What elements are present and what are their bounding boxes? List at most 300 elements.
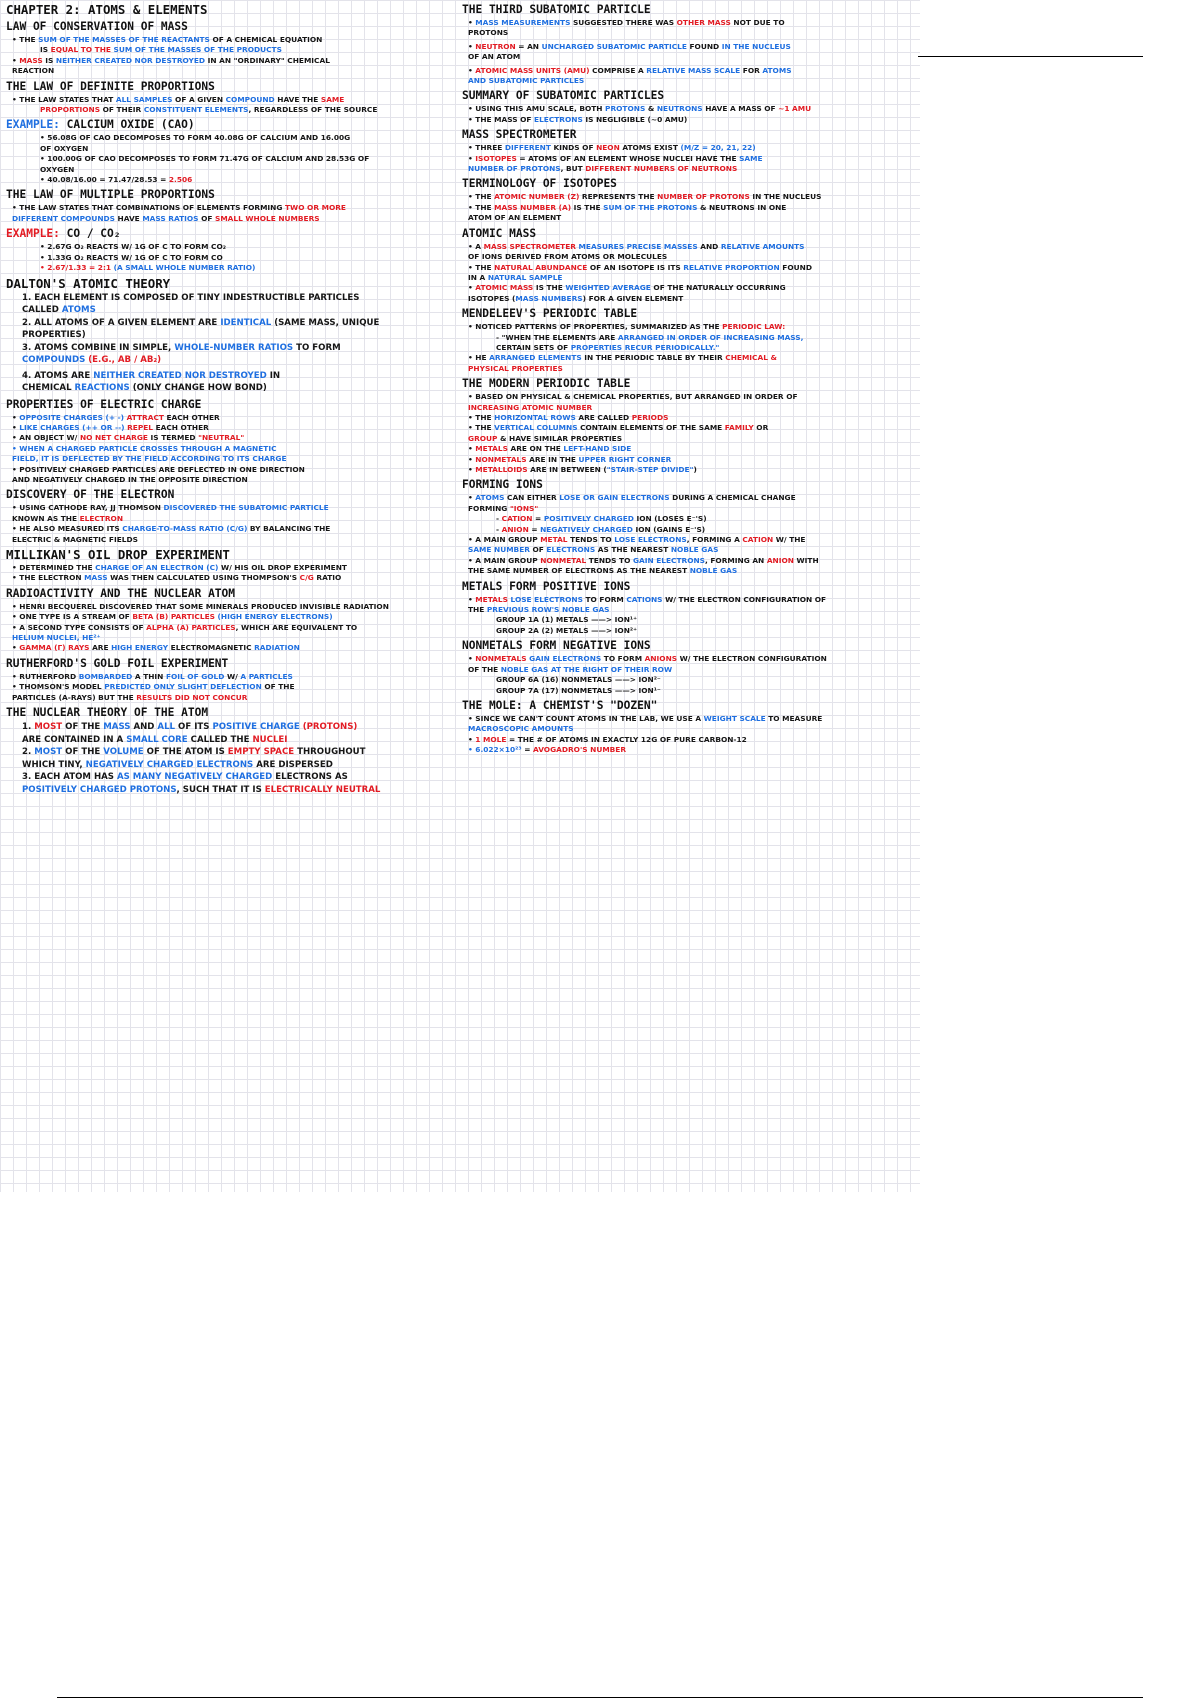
note-line <box>6 203 456 213</box>
note-line <box>6 242 456 252</box>
note-line <box>462 283 914 293</box>
note-text: OXYGEN <box>40 164 75 174</box>
note-text: • <box>468 65 476 75</box>
note-text: THE <box>468 605 487 615</box>
note-text: DURING A CHEMICAL CHANGE <box>669 493 796 503</box>
note-text: • 56.08G OF CAO DECOMPOSES TO FORM 40.08G OF CALCIUM AND 16.00G <box>40 133 351 143</box>
highlight-blue: NEGATIVELY CHARGED ELECTRONS <box>85 759 254 770</box>
highlight-red: ANIONS <box>644 654 678 664</box>
note-text: 1. <box>22 722 35 733</box>
highlight-red: SMALL WHOLE NUMBERS <box>215 213 320 223</box>
note-text: , FORMING A <box>686 535 743 545</box>
note-text: GROUP 2A (2) METALS ——> ION²⁺ <box>496 625 638 635</box>
note-line <box>6 514 456 524</box>
note-text: ISOTOPES ( <box>468 293 516 303</box>
note-text: W/ THE <box>773 535 806 545</box>
note-text: • <box>12 643 20 653</box>
highlight-red: 2.506 <box>168 175 193 185</box>
highlight-red: DIFFERENT NUMBERS OF NEUTRONS <box>585 164 738 174</box>
note-text: OF AN ISOTOPE IS ITS <box>587 262 684 272</box>
note-line <box>6 263 456 273</box>
note-line <box>6 524 456 534</box>
note-text: • A MAIN GROUP <box>468 535 541 545</box>
note-text: ) FOR A GIVEN ELEMENT <box>582 293 684 303</box>
note-line <box>462 104 914 114</box>
note-text: CALLED <box>22 305 62 315</box>
highlight-red: OTHER MASS <box>676 18 731 27</box>
highlight-red: METALS <box>475 444 508 454</box>
highlight-blue: VOLUME <box>103 747 144 758</box>
note-text: PROTONS <box>468 28 509 38</box>
note-text: OF AN ATOM <box>468 52 521 62</box>
note-line <box>6 133 456 143</box>
highlight-blue: EXAMPLE: <box>6 118 60 132</box>
note-text: = <box>528 524 541 534</box>
note-text: W/ THE ELECTRON CONFIGURATION <box>677 654 827 664</box>
highlight-red: ISOTOPES <box>475 153 517 163</box>
note-text: GROUP 7A (17) NONMETALS ——> ION¹⁻ <box>496 685 661 695</box>
section-heading: THE NUCLEAR THEORY OF THE ATOM <box>6 706 209 720</box>
highlight-blue: PREVIOUS ROW'S NOBLE GAS <box>486 605 610 615</box>
note-line <box>462 192 914 202</box>
note-line <box>462 626 914 636</box>
note-text: FOUND <box>779 262 812 272</box>
note-line <box>462 566 914 576</box>
note-text: OF A CHEMICAL EQUATION <box>209 35 323 44</box>
note-text: IN <box>266 370 281 381</box>
note-text: RATIO <box>313 573 342 583</box>
note-line <box>6 771 456 784</box>
highlight-red: PERIODS <box>631 412 669 422</box>
note-text: CAN EITHER <box>504 493 560 503</box>
note-line <box>6 721 456 734</box>
highlight-blue: SUM OF THE MASSES OF THE PRODUCTS <box>113 45 282 55</box>
highlight-blue: CHARGE-TO-MASS RATIO (C/G) <box>122 524 248 534</box>
note-line <box>462 353 914 363</box>
note-text: • HE <box>468 353 490 363</box>
highlight-red: MOST <box>34 722 63 733</box>
note-line <box>6 45 456 55</box>
note-text: & <box>645 104 657 114</box>
note-line <box>6 612 456 622</box>
note-text: • THE LAW STATES THAT COMBINATIONS OF ELEMENTS FORMING <box>12 203 285 213</box>
note-text: • BASED ON PHYSICAL & CHEMICAL PROPERTIES, BUT ARRANGED IN ORDER OF <box>468 392 798 402</box>
note-line <box>6 56 456 66</box>
note-line <box>462 52 914 62</box>
section-heading: ATOMIC MASS <box>462 226 537 240</box>
note-line <box>462 364 914 374</box>
highlight-blue: CHARGE OF AN ELECTRON (C) <box>95 562 219 572</box>
highlight-blue: COMPOUNDS <box>22 355 86 365</box>
note-line <box>6 214 456 224</box>
highlight-red: GAMMA (Γ) RAYS <box>19 643 90 653</box>
note-line <box>462 42 914 52</box>
highlight-red: METALLOIDS <box>475 465 528 474</box>
highlight-red: ELECTRON <box>79 513 124 523</box>
section-heading: MENDELEEV'S PERIODIC TABLE <box>462 307 638 321</box>
highlight-red: CHEMICAL & <box>725 353 777 363</box>
highlight-red: NO NET CHARGE <box>79 433 148 443</box>
note-text: • A <box>468 241 484 251</box>
note-line <box>462 444 914 454</box>
note-text: 3. EACH ATOM HAS <box>22 772 117 783</box>
highlight-red: FAMILY <box>724 423 754 433</box>
highlight-red: ANION <box>501 524 529 534</box>
section-heading: THE LAW OF DEFINITE PROPORTIONS <box>6 79 215 93</box>
note-text: OF THE <box>468 664 501 674</box>
highlight-blue: NOBLE GAS AT THE RIGHT OF THEIR ROW <box>500 664 673 674</box>
note-text: HAVE <box>114 213 143 223</box>
note-text: • <box>468 18 476 27</box>
highlight-blue: NEUTRONS <box>656 104 703 114</box>
highlight-blue: ALL SAMPLES <box>115 94 173 104</box>
highlight-blue: NEITHER CREATED NOR DESTROYED <box>93 370 267 381</box>
highlight-red: TWO OR MORE <box>285 203 346 213</box>
note-text: WAS THEN CALCULATED USING THOMPSON'S <box>107 573 300 583</box>
note-line <box>462 333 914 343</box>
section-heading: THE LAW OF MULTIPLE PROPORTIONS <box>6 188 215 202</box>
highlight-blue: PROPERTIES RECUR PERIODICALLY." <box>570 342 720 352</box>
note-text: OF THE <box>62 747 104 758</box>
note-text: ION (LOSES E⁻'S) <box>633 514 707 524</box>
note-text: EACH OTHER <box>163 412 220 422</box>
note-text: ION (GAINS E⁻'S) <box>632 524 706 534</box>
highlight-red: ELECTRICALLY NEUTRAL <box>264 784 381 795</box>
highlight-red: INCREASING ATOMIC NUMBER <box>468 402 593 412</box>
note-line <box>462 556 914 566</box>
note-text: • 1.33G O₂ REACTS W/ 1G OF C TO FORM CO <box>40 252 223 262</box>
note-text: CERTAIN SETS OF <box>496 342 571 352</box>
page-title: CHAPTER 2: ATOMS & ELEMENTS <box>6 2 208 17</box>
note-text: ELECTRIC & MAGNETIC FIELDS <box>12 534 138 544</box>
highlight-blue: LEFT-HAND SIDE <box>563 444 632 454</box>
highlight-red: MASS <box>19 55 43 65</box>
highlight-blue: POSITIVE CHARGE <box>212 722 300 733</box>
note-line <box>462 745 914 755</box>
note-text: AND NEGATIVELY CHARGED IN THE OPPOSITE DIRECTION <box>12 474 248 484</box>
highlight-red: AVOGADRO'S NUMBER <box>532 745 627 755</box>
highlight-blue: ALL <box>157 722 176 733</box>
note-text: • <box>468 41 476 51</box>
note-text: HAVE A MASS OF <box>702 104 779 114</box>
section-heading: MASS SPECTROMETER <box>462 128 577 142</box>
note-line <box>462 115 914 125</box>
section-heading: SUMMARY OF SUBATOMIC PARTICLES <box>462 89 665 103</box>
section-heading: LAW OF CONSERVATION OF MASS <box>6 20 188 33</box>
highlight-blue: UPPER RIGHT CORNER <box>578 454 672 464</box>
left-column <box>6 0 456 796</box>
highlight-red: NONMETALS <box>475 454 527 464</box>
note-text: • HE ALSO MEASURED ITS <box>12 524 123 534</box>
note-text: W/ <box>224 671 241 681</box>
highlight-red: ANION <box>766 555 794 565</box>
note-text: CALLED THE <box>187 734 253 745</box>
highlight-red: CATION <box>742 535 774 545</box>
note-line <box>462 143 914 153</box>
highlight-red: C/G <box>299 573 314 583</box>
highlight-blue: ELECTRONS <box>546 545 596 555</box>
note-text: REPRESENTS THE <box>579 192 658 202</box>
note-text: • <box>12 55 20 65</box>
note-text: EACH OTHER <box>153 422 209 432</box>
note-text: CO / CO₂ <box>59 227 121 241</box>
highlight-blue: (M/Z = 20, 21, 22) <box>680 143 756 153</box>
highlight-blue: ELECTRONS <box>534 114 583 124</box>
note-text: • A MAIN GROUP <box>468 555 541 565</box>
highlight-red: EXAMPLE: <box>6 227 60 241</box>
highlight-blue: DIFFERENT COMPOUNDS <box>12 213 115 223</box>
note-line <box>462 28 914 38</box>
right-notes <box>462 3 914 756</box>
highlight-blue: (A SMALL WHOLE NUMBER RATIO) <box>111 263 256 273</box>
note-line <box>6 444 456 454</box>
highlight-blue: SAME <box>739 153 763 163</box>
highlight-blue: CONSTITUENT ELEMENTS <box>143 105 249 115</box>
note-text: IS NEGLIGIBLE (~0 AMU) <box>582 114 688 124</box>
note-text: ARE DISPERSED <box>253 759 333 770</box>
note-line <box>462 535 914 545</box>
note-text: TENDS TO <box>567 535 615 545</box>
section-heading: THE MODERN PERIODIC TABLE <box>462 377 631 391</box>
note-text: = AN <box>515 41 542 51</box>
highlight-blue: HORIZONTAL ROWS <box>494 412 576 422</box>
note-text: CONTAIN ELEMENTS OF THE SAME <box>577 423 725 433</box>
note-line <box>6 342 456 355</box>
note-text: IS THE <box>533 283 566 293</box>
note-line <box>462 203 914 213</box>
highlight-blue: FIELD, IT IS DEFLECTED BY THE FIELD ACCORDING TO ITS CHARGE <box>12 454 287 464</box>
highlight-blue: LIKE CHARGES (++ OR --) <box>19 422 125 432</box>
highlight-blue: (HIGH ENERGY ELECTRONS) <box>214 612 333 622</box>
note-text: 2. ALL ATOMS OF A GIVEN ELEMENT ARE <box>22 317 221 328</box>
highlight-blue: ATOMS <box>762 65 792 75</box>
right-column <box>462 0 914 756</box>
highlight-blue: MASS RATIOS <box>142 213 199 223</box>
highlight-blue: WEIGHT SCALE <box>703 713 766 723</box>
note-line <box>6 370 456 383</box>
highlight-red: PROPORTIONS <box>40 105 101 115</box>
note-text: KINDS OF <box>550 143 597 153</box>
highlight-red: PERIODIC LAW: <box>722 322 786 332</box>
note-text: FOUND <box>686 41 722 51</box>
highlight-red: NONMETAL <box>540 555 587 565</box>
note-line <box>462 665 914 675</box>
section-heading: MILLIKAN'S OIL DROP EXPERIMENT <box>6 546 230 562</box>
highlight-blue: • WHEN A CHARGED PARTICLE CROSSES THROUGH A MAGNETIC <box>12 443 277 453</box>
highlight-blue: MASS NUMBERS <box>515 293 583 303</box>
highlight-blue: MASS <box>103 722 131 733</box>
highlight-blue: UNCHARGED SUBATOMIC PARTICLE <box>541 41 687 51</box>
highlight-blue: NEGATIVELY CHARGED <box>540 524 633 534</box>
note-text: OF OXYGEN <box>40 143 89 153</box>
note-text: ARE CONTAINED IN A <box>22 734 127 745</box>
highlight-blue: MASS MEASUREMENTS <box>475 18 571 27</box>
note-text: OF THE <box>261 682 295 692</box>
highlight-red: • 2.67/1.33 = 2:1 <box>40 263 112 273</box>
highlight-blue: HELIUM NUCLEI, HE²⁺ <box>12 633 101 642</box>
note-text: • RUTHERFORD <box>12 671 79 681</box>
highlight-blue: • 6.022×10²³ <box>468 745 522 755</box>
highlight-blue: NOBLE GAS <box>670 545 719 555</box>
note-text: 3. ATOMS COMBINE IN SIMPLE, <box>22 342 175 353</box>
section-heading: NONMETALS FORM NEGATIVE IONS <box>462 639 651 653</box>
highlight-blue: VERTICAL COLUMNS <box>494 423 578 433</box>
note-text: IN AN "ORDINARY" CHEMICAL <box>205 55 330 65</box>
note-line <box>462 18 914 28</box>
note-text: ELECTRONS AS <box>272 772 348 783</box>
note-line <box>462 322 914 332</box>
note-text: OF THE ATOM IS <box>143 747 228 758</box>
note-text: • USING CATHODE RAY, JJ THOMSON <box>12 503 164 513</box>
note-line <box>6 643 456 653</box>
note-text: OF THEIR <box>100 105 144 115</box>
note-text: OF ITS <box>175 722 213 733</box>
note-text: • HENRI BECQUEREL DISCOVERED THAT SOME MINERALS PRODUCED INVISIBLE RADIATION <box>12 601 389 611</box>
note-text: NOT DUE TO <box>730 18 785 27</box>
note-line <box>6 175 456 185</box>
highlight-blue: SAME NUMBER <box>468 545 530 555</box>
note-text: • 100.00G OF CAO DECOMPOSES TO FORM 71.47G OF CALCIUM AND 28.53G OF <box>40 154 370 164</box>
note-text: • ONE TYPE IS A STREAM OF <box>12 612 133 622</box>
note-text: IS <box>42 55 56 65</box>
note-line <box>462 252 914 262</box>
note-line <box>6 292 456 305</box>
note-text: CALCIUM OXIDE (CAO) <box>59 118 195 132</box>
note-line <box>462 714 914 724</box>
highlight-blue: AND SUBATOMIC PARTICLES <box>468 76 585 86</box>
note-line <box>6 503 456 513</box>
note-text: 1. EACH ELEMENT IS COMPOSED OF TINY INDESTRUCTIBLE PARTICLES <box>22 292 360 303</box>
highlight-red: ATOMIC MASS <box>475 283 534 293</box>
note-text: , SUCH THAT IT IS <box>176 784 265 795</box>
highlight-blue: SUM OF THE MASSES OF THE REACTANTS <box>38 35 210 44</box>
note-text: • <box>468 654 476 664</box>
note-line <box>6 682 456 692</box>
note-text: • DETERMINED THE <box>12 562 96 572</box>
note-line <box>6 475 456 485</box>
note-line <box>462 294 914 304</box>
highlight-blue: RELATIVE MASS SCALE <box>646 65 741 75</box>
note-text: • THE ELECTRON <box>12 573 85 583</box>
note-line <box>462 686 914 696</box>
note-text: • <box>12 422 20 432</box>
note-text: TENDS TO <box>586 555 633 565</box>
note-line <box>462 455 914 465</box>
note-text: OF A GIVEN <box>172 94 226 104</box>
note-line <box>6 304 456 317</box>
note-text: W/ HIS OIL DROP EXPERIMENT <box>218 562 347 572</box>
highlight-red: ALPHA (Α) PARTICLES <box>146 622 236 632</box>
note-line <box>6 573 456 583</box>
note-text: REACTION <box>12 66 55 76</box>
highlight-red: NEUTRON <box>475 41 516 51</box>
section-heading: METALS FORM POSITIVE IONS <box>462 579 631 593</box>
highlight-blue: LOSE ELECTRONS <box>507 594 583 604</box>
note-line <box>6 354 456 367</box>
note-text: GROUP 6A (16) NONMETALS ——> ION²⁻ <box>496 675 661 685</box>
note-text: W/ THE ELECTRON CONFIGURATION OF <box>662 594 827 604</box>
note-text: - <box>496 524 502 534</box>
highlight-blue: OPPOSITE CHARGES (+ -) <box>19 412 125 422</box>
note-line <box>6 454 456 464</box>
note-text: • THE <box>468 412 495 422</box>
note-text: COMPRISE A <box>589 65 647 75</box>
highlight-red: ATTRACT <box>124 412 164 422</box>
section-heading: DALTON'S ATOMIC THEORY <box>6 275 171 291</box>
note-line <box>6 253 456 263</box>
highlight-blue: MEASURES PRECISE MASSES <box>575 241 698 251</box>
highlight-red: 1 MOLE <box>475 734 507 744</box>
note-text: • SINCE WE CAN'T COUNT ATOMS IN THE LAB, WE USE A <box>468 713 704 723</box>
note-text: AND <box>130 722 158 733</box>
highlight-blue: PROTONS <box>605 104 646 114</box>
highlight-red: NATURAL ABUNDANCE <box>494 262 588 272</box>
note-text: • THREE <box>468 143 505 153</box>
note-line <box>6 95 456 105</box>
highlight-blue: DISCOVERED THE SUBATOMIC PARTICLE <box>163 503 329 513</box>
highlight-red: NONMETALS <box>475 654 527 664</box>
highlight-blue: SUM OF THE PROTONS <box>603 202 698 212</box>
note-text: • THOMSON'S MODEL <box>12 682 105 692</box>
note-text: CHEMICAL <box>22 383 75 393</box>
highlight-red: "IONS" <box>509 503 539 513</box>
highlight-red: (E.G., AB / AB₂) <box>85 355 162 365</box>
note-text: • THE LAW STATES THAT <box>12 94 116 104</box>
note-line <box>462 525 914 535</box>
note-text: ELECTROMAGNETIC <box>168 643 255 653</box>
highlight-red: ATOMIC MASS UNITS (AMU) <box>475 65 590 75</box>
top-right-rule <box>918 56 1143 57</box>
note-line <box>6 35 456 45</box>
note-line <box>462 675 914 685</box>
highlight-blue: POSITIVELY CHARGED <box>543 514 634 524</box>
note-text: ARE CALLED <box>575 412 632 422</box>
note-text: TO FORM <box>293 342 341 353</box>
note-line <box>462 724 914 734</box>
note-text: ATOMS EXIST <box>619 143 681 153</box>
note-line <box>6 465 456 475</box>
note-line <box>6 734 456 747</box>
section-heading: THE THIRD SUBATOMIC PARTICLE <box>462 3 651 16</box>
note-text: TO MEASURE <box>765 713 823 723</box>
highlight-blue: ATOMS <box>475 493 505 503</box>
note-text: , FORMING AN <box>705 555 767 565</box>
note-text: OF <box>529 545 547 555</box>
note-text: ) <box>693 465 697 474</box>
highlight-blue: MASS <box>84 573 108 583</box>
note-text: & NEUTRONS IN ONE <box>697 202 787 212</box>
highlight-blue: MACROSCOPIC AMOUNTS <box>468 724 574 734</box>
note-line <box>462 392 914 402</box>
highlight-red: NUCLEI <box>252 734 288 745</box>
note-text: ARE ON THE <box>507 444 564 454</box>
note-text: FORMING <box>468 503 510 513</box>
note-text: A THIN <box>132 671 166 681</box>
highlight-blue: HIGH ENERGY <box>111 643 169 653</box>
note-line <box>462 545 914 555</box>
note-text: = THE # OF ATOMS IN EXACTLY 12G OF PURE CARBON-12 <box>506 734 747 744</box>
highlight-blue: NUMBER OF PROTONS <box>468 164 561 174</box>
highlight-red: METAL <box>540 535 568 545</box>
highlight-red: PHYSICAL PROPERTIES <box>468 363 563 373</box>
note-text: IN A <box>468 272 488 282</box>
note-text: , BUT <box>560 164 586 174</box>
note-text: = <box>521 745 533 755</box>
note-text: • THE <box>468 202 495 212</box>
note-text: , WHICH ARE EQUIVALENT TO <box>235 622 358 632</box>
highlight-blue: Α PARTICLES <box>240 671 293 681</box>
highlight-blue: ARRANGED IN ORDER OF INCREASING MASS, <box>617 332 804 342</box>
